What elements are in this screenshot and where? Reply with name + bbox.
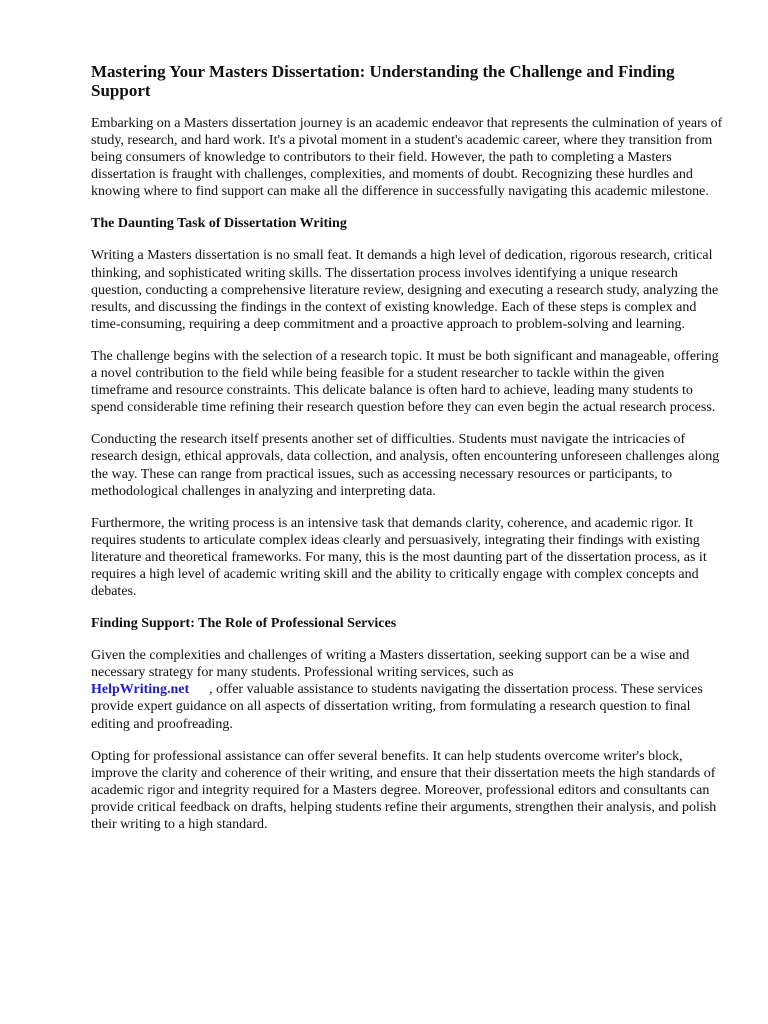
support-text-before: Given the complexities and challenges of writing a Masters dissertation, seeking support can be a wise and necessary strategy for many students. Professional writing services, such as — [91, 648, 690, 681]
closing-paragraph: Opting for professional assistance can offer several benefits. It can help students overcome writer's block, improve the clarity and coherence of their writing, and ensure that their dissertation meets the high standards of academic rigor and integrity required for a Masters degree. Moreover, professional editors and consultants can provide critical feedback on drafts, helping students refine their arguments, strengthen their analysis, and polish their writing to a high standard. — [91, 748, 717, 832]
support-text-after: , offer valuable assistance to students navigating the dissertation process. These services provide expert guidance on all aspects of dissertation writing, from formulating a research question to final editing and proofreading. — [91, 682, 703, 732]
document-title: Mastering Your Masters Dissertation: Understanding the Challenge and Finding Support — [91, 62, 675, 100]
helpwriting-link[interactable]: HelpWriting.net — [91, 682, 190, 698]
section-heading-finding-support: Finding Support: The Role of Professional Services — [91, 616, 397, 632]
section-heading-daunting-task: The Daunting Task of Dissertation Writing — [91, 216, 347, 232]
support-paragraph — [91, 647, 723, 732]
body-paragraph: Furthermore, the writing process is an intensive task that demands clarity, coherence, and academic rigor. It requires students to articulate complex ideas clearly and persuasively, integrating their findings with existing literature and theoretical frameworks. For many, this is the most daunting part of the dissertation process, as it requires a high level of academic writing skill and the ability to critically engage with complex concepts and debates. — [91, 515, 707, 600]
intro-paragraph: Embarking on a Masters dissertation journey is an academic endeavor that represents the culmination of years of study, research, and hard work. It's a pivotal moment in a student's academic career, where they transition from being consumers of knowledge to contributors to their field. However, the path to completing a Masters dissertation is fraught with challenges, complexities, and moments of doubt. Recognizing these hurdles and knowing where to find support can make all the difference in successfully navigating this academic milestone. — [91, 116, 723, 200]
body-paragraph: The challenge begins with the selection of a research topic. It must be both significant and manageable, offering a novel contribution to the field while being feasible for a student researcher to tackle within the given timeframe and resource constraints. This delicate balance is often hard to achieve, leading many students to spend considerable time refining their research question before they can even begin the actual research process. — [91, 348, 719, 416]
body-paragraph: Conducting the research itself presents another set of difficulties. Students must navigate the intricacies of research design, ethical approvals, data collection, and analysis, often encountering unforeseen challenges along the way. These can range from practical issues, such as accessing necessary resources or participants, to methodological challenges in analyzing and interpreting data. — [91, 432, 720, 499]
body-paragraph: Writing a Masters dissertation is no small feat. It demands a high level of dedication, rigorous research, critical thinking, and sophisticated writing skills. The dissertation process involves identifying a unique research question, conducting a comprehensive literature review, designing and executing a research study, analyzing the results, and discussing the findings in the context of existing knowledge. Each of these steps is complex and time-consuming, requiring a deep commitment and a proactive approach to problem-solving and learning. — [91, 248, 719, 332]
